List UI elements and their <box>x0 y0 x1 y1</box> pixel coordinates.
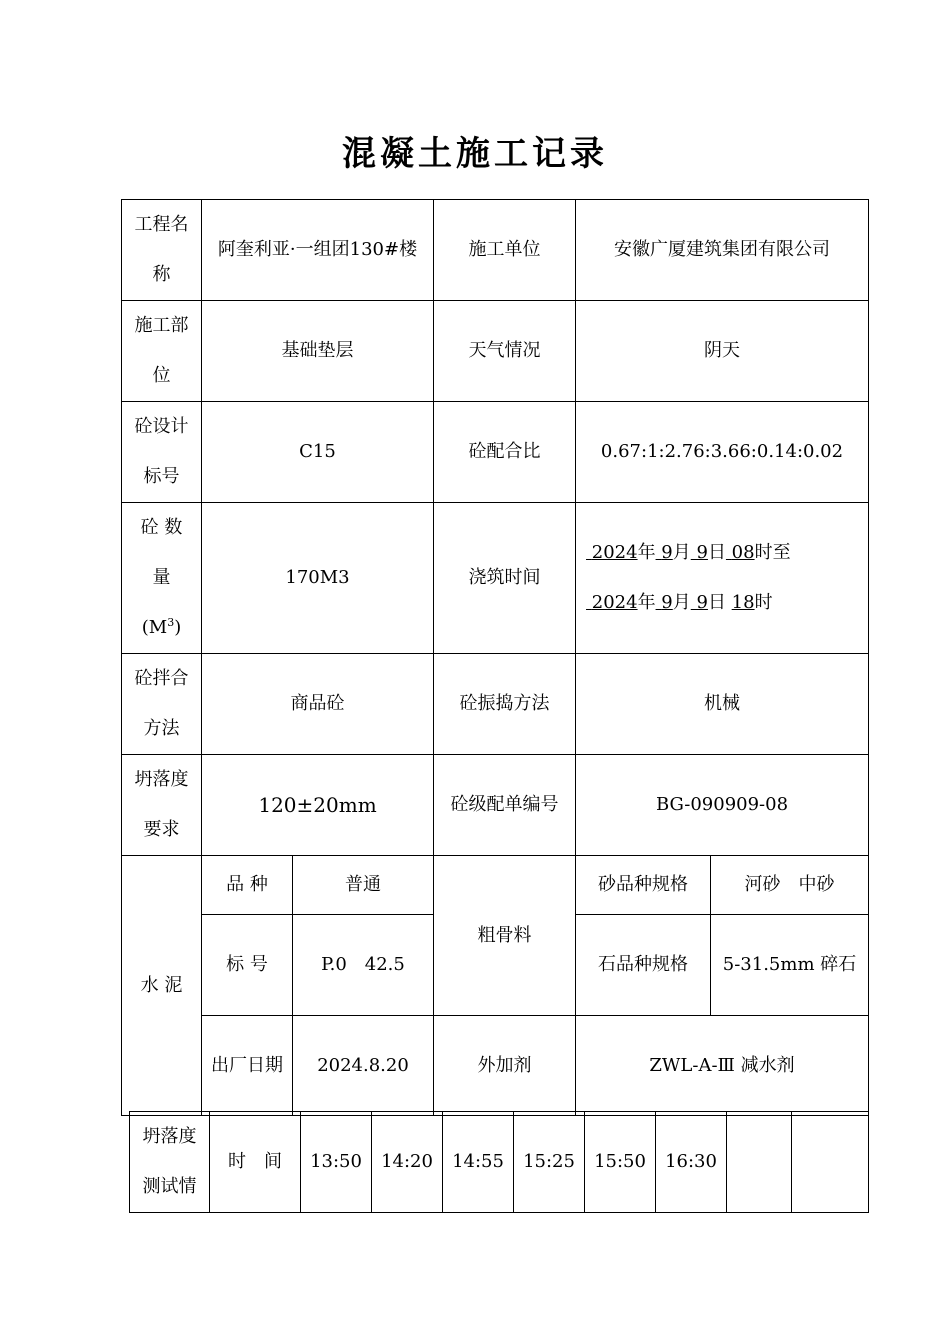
unit-year: 年 <box>637 542 656 563</box>
pour-start-day: 9 <box>696 542 708 563</box>
quantity-label-sup: 3 <box>167 616 175 629</box>
coarse-aggregate-label: 粗骨料 <box>434 856 576 1016</box>
quantity-value: 170M3 <box>202 503 434 654</box>
sand-label: 砂品种规格 <box>576 856 711 915</box>
pour-end <box>586 578 860 628</box>
factory-date-value: 2024.8.20 <box>293 1016 434 1116</box>
quantity-label-unit: (M <box>141 617 168 638</box>
mark-label: 标 号 <box>202 915 293 1016</box>
unit-month: 月 <box>672 542 691 563</box>
contractor-label: 施工单位 <box>434 200 576 301</box>
unit-month: 月 <box>672 592 691 613</box>
page-title: 混凝土施工记录 <box>342 134 608 174</box>
variety-label: 品 种 <box>202 856 293 915</box>
unit-day: 日 <box>707 542 726 563</box>
construction-record-table <box>121 199 869 1116</box>
cement-label: 水 泥 <box>122 856 202 1116</box>
slump-time-cell <box>727 1112 792 1213</box>
slump-requirement-value: 120±20mm <box>202 755 434 856</box>
quantity-label-text: 砼 数 量 <box>140 517 183 588</box>
location-value: 基础垫层 <box>202 301 434 402</box>
pour-end-day: 9 <box>696 592 708 613</box>
mixing-label: 砼拌合方法 <box>122 654 202 755</box>
admixture-label: 外加剂 <box>434 1016 576 1116</box>
admixture-value: ZWL-A-Ⅲ 减水剂 <box>576 1016 869 1116</box>
slump-time-cell: 16:30 <box>656 1112 727 1213</box>
pour-time-label: 浇筑时间 <box>434 503 576 654</box>
unit-day: 日 <box>707 592 726 613</box>
vibration-value: 机械 <box>576 654 869 755</box>
slump-time-label: 时 间 <box>210 1112 301 1213</box>
pour-end-month: 9 <box>661 592 673 613</box>
slump-time-cell: 13:50 <box>301 1112 372 1213</box>
slump-test-table <box>129 1111 869 1213</box>
project-name-label: 工程名称 <box>122 200 202 301</box>
grade-label: 砼设计标号 <box>122 402 202 503</box>
pour-end-hour: 18 <box>731 592 755 613</box>
mix-no-value: BG-090909-08 <box>576 755 869 856</box>
quantity-label-close: ) <box>174 617 182 638</box>
unit-year: 年 <box>637 592 656 613</box>
sand-value: 河砂 中砂 <box>711 856 869 915</box>
variety-value: 普通 <box>293 856 434 915</box>
project-name-value: 阿奎利亚·一组团130#楼 <box>202 200 434 301</box>
contractor-value: 安徽广厦建筑集团有限公司 <box>576 200 869 301</box>
slump-time-cell: 14:20 <box>372 1112 443 1213</box>
vibration-label: 砼振捣方法 <box>434 654 576 755</box>
pour-start-suffix: 时至 <box>754 542 791 563</box>
pour-start-month: 9 <box>661 542 673 563</box>
mix-ratio-value: 0.67:1:2.76:3.66:0.14:0.02 <box>576 402 869 503</box>
slump-time-cell: 15:50 <box>585 1112 656 1213</box>
pour-end-year: 2024 <box>591 592 638 613</box>
factory-date-label: 出厂日期 <box>202 1016 293 1116</box>
slump-test-label: 坍落度测试情 <box>130 1112 210 1213</box>
slump-time-cell <box>792 1112 869 1213</box>
pour-start <box>586 528 860 578</box>
location-label: 施工部位 <box>122 301 202 402</box>
weather-label: 天气情况 <box>434 301 576 402</box>
mark-value: P.0 42.5 <box>293 915 434 1016</box>
mix-ratio-label: 砼配合比 <box>434 402 576 503</box>
mixing-value: 商品砼 <box>202 654 434 755</box>
slump-time-cell: 14:55 <box>443 1112 514 1213</box>
slump-requirement-label: 坍落度要求 <box>122 755 202 856</box>
grade-value: C15 <box>202 402 434 503</box>
pour-end-suffix: 时 <box>754 592 773 613</box>
mix-no-label: 砼级配单编号 <box>434 755 576 856</box>
pour-start-hour: 08 <box>731 542 755 563</box>
slump-time-cell: 15:25 <box>514 1112 585 1213</box>
stone-label: 石品种规格 <box>576 915 711 1016</box>
pour-time-value <box>576 503 869 654</box>
quantity-label <box>122 503 202 654</box>
pour-start-year: 2024 <box>591 542 638 563</box>
weather-value: 阴天 <box>576 301 869 402</box>
stone-value: 5-31.5mm 碎石 <box>711 915 869 1016</box>
